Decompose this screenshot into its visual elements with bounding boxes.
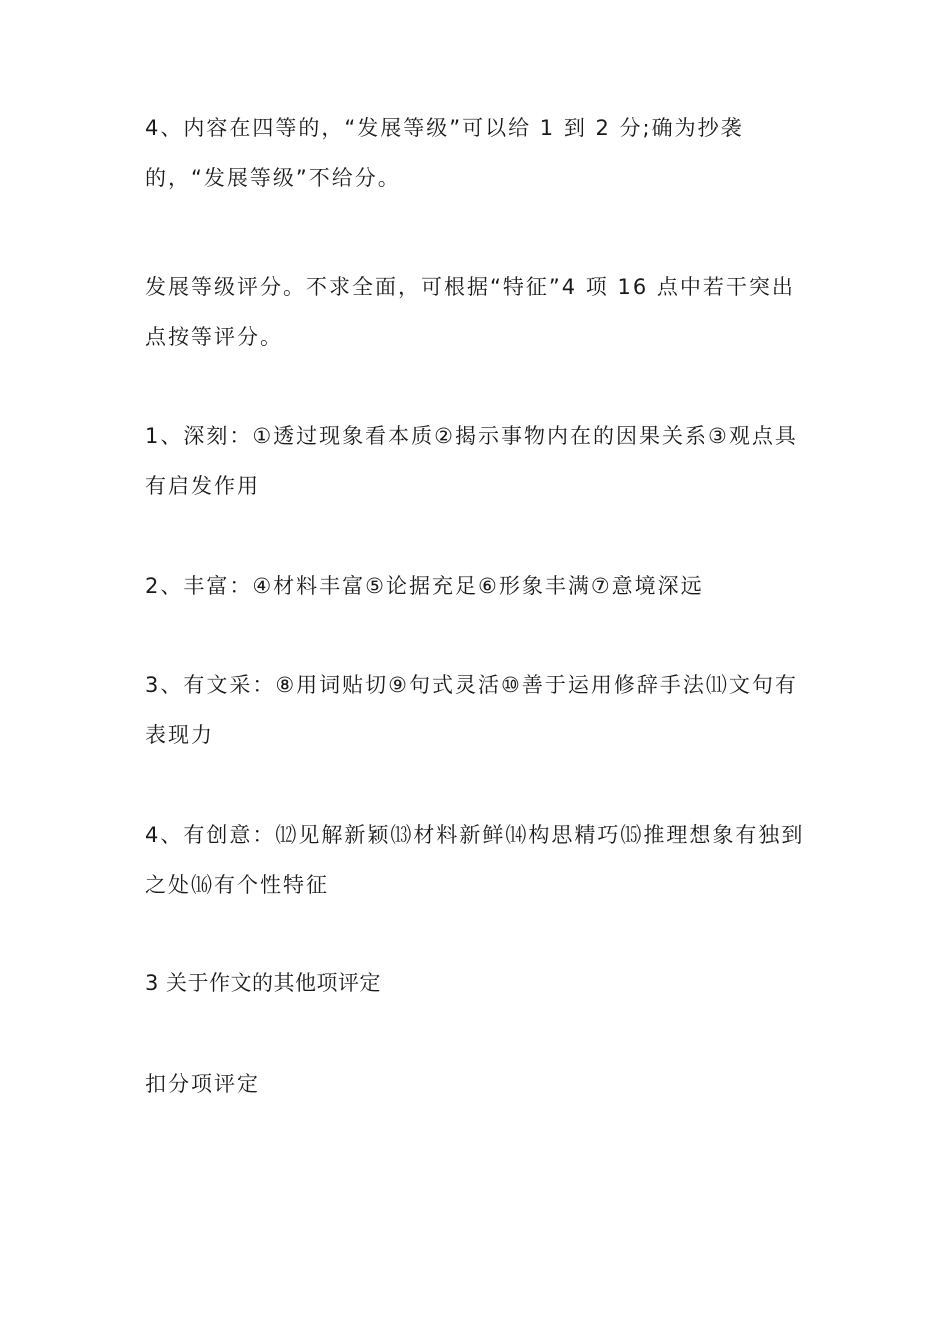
paragraph-profound: 1、深刻：①透过现象看本质②揭示事物内在的因果关系③观点具有启发作用: [145, 424, 798, 498]
paragraph-development-grade-fourth: 4、内容在四等的，“发展等级”可以给 1 到 2 分;确为抄袭的，“发展等级”不给分。: [145, 116, 744, 190]
paragraph-rich: 2、丰富：④材料丰富⑤论据充足⑥形象丰满⑦意境深远: [145, 574, 704, 598]
paragraph-literary-grace: 3、有文采：⑧用词贴切⑨句式灵活⑩善于运用修辞手法⑾文句有表现力: [145, 673, 798, 747]
paragraph-creativity: 4、有创意：⑿见解新颖⒀材料新鲜⒁构思精巧⒂推理想象有独到之处⒃有个性特征: [145, 823, 805, 897]
section-heading-other-items: 3 关于作文的其他项评定: [145, 971, 382, 995]
paragraph-development-grade-scoring: 发展等级评分。不求全面，可根据“特征”4 项 16 点中若干突出点按等评分。: [145, 275, 795, 349]
section-heading-deductions: 扣分项评定: [145, 1072, 260, 1096]
